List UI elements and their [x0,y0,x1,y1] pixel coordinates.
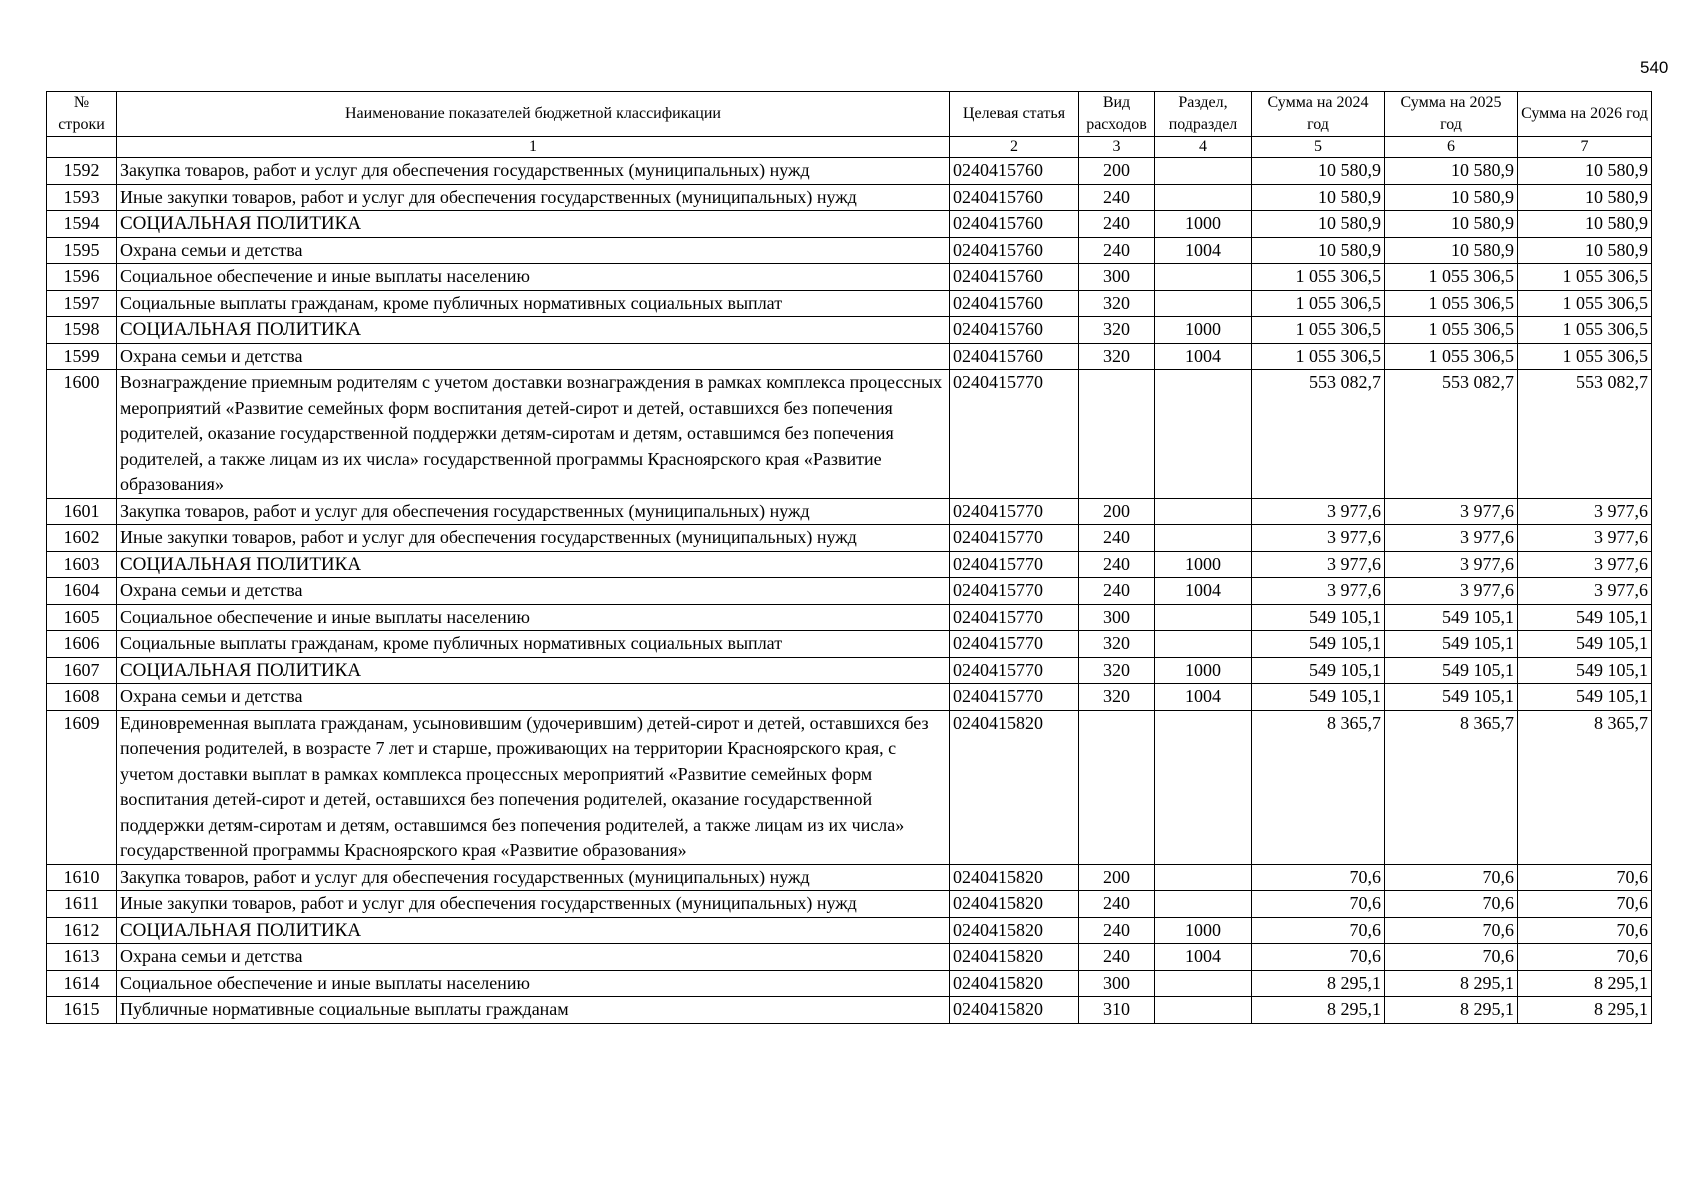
row-sum-2025: 553 082,7 [1385,370,1518,499]
row-number: 1613 [47,944,117,971]
row-expense-type: 300 [1079,604,1155,631]
table-row [47,370,1652,499]
row-section [1155,370,1252,499]
row-sum-2024: 70,6 [1252,864,1385,891]
row-sum-2025: 70,6 [1385,891,1518,918]
row-sum-2024: 3 977,6 [1252,551,1385,578]
row-number: 1593 [47,184,117,211]
row-expense-type [1079,710,1155,864]
row-section: 1000 [1155,317,1252,344]
row-sum-2025: 1 055 306,5 [1385,264,1518,291]
row-section [1155,864,1252,891]
row-sum-2024: 549 105,1 [1252,657,1385,684]
row-section [1155,891,1252,918]
header-row-no: № строки [47,92,117,137]
row-name: Социальное обеспечение и иные выплаты населению [117,264,950,291]
row-number: 1598 [47,317,117,344]
table-row [47,970,1652,997]
table-row [47,264,1652,291]
row-sum-2024: 70,6 [1252,891,1385,918]
row-section [1155,290,1252,317]
row-sum-2026: 70,6 [1518,891,1652,918]
row-number: 1610 [47,864,117,891]
row-target-article: 0240415770 [950,551,1079,578]
row-expense-type: 200 [1079,498,1155,525]
header-sum-2025: Сумма на 2025 год [1385,92,1518,137]
row-number: 1614 [47,970,117,997]
row-number: 1594 [47,211,117,238]
row-target-article: 0240415820 [950,891,1079,918]
row-sum-2024: 8 295,1 [1252,970,1385,997]
row-sum-2025: 549 105,1 [1385,631,1518,658]
table-row [47,211,1652,238]
row-sum-2024: 10 580,9 [1252,158,1385,185]
row-sum-2025: 8 295,1 [1385,997,1518,1024]
row-target-article: 0240415820 [950,710,1079,864]
column-number: 3 [1079,137,1155,158]
header-sum-2026: Сумма на 2026 год [1518,92,1652,137]
row-expense-type: 310 [1079,997,1155,1024]
row-sum-2026: 3 977,6 [1518,551,1652,578]
row-number: 1599 [47,343,117,370]
row-expense-type: 240 [1079,551,1155,578]
row-sum-2026: 1 055 306,5 [1518,264,1652,291]
row-expense-type: 240 [1079,184,1155,211]
row-number: 1600 [47,370,117,499]
row-sum-2026: 549 105,1 [1518,631,1652,658]
row-expense-type: 320 [1079,684,1155,711]
row-section: 1000 [1155,551,1252,578]
table-header [47,92,1652,158]
row-sum-2024: 1 055 306,5 [1252,317,1385,344]
row-sum-2024: 1 055 306,5 [1252,290,1385,317]
row-number: 1612 [47,917,117,944]
table-row [47,864,1652,891]
row-section: 1004 [1155,684,1252,711]
row-target-article: 0240415760 [950,237,1079,264]
row-number: 1615 [47,997,117,1024]
row-target-article: 0240415770 [950,498,1079,525]
row-expense-type [1079,370,1155,499]
row-sum-2025: 1 055 306,5 [1385,290,1518,317]
row-expense-type: 300 [1079,970,1155,997]
row-sum-2025: 3 977,6 [1385,498,1518,525]
row-target-article: 0240415820 [950,917,1079,944]
row-section [1155,498,1252,525]
row-number: 1597 [47,290,117,317]
row-section: 1000 [1155,917,1252,944]
column-number: 6 [1385,137,1518,158]
row-sum-2026: 8 295,1 [1518,997,1652,1024]
row-section [1155,525,1252,552]
row-sum-2025: 549 105,1 [1385,604,1518,631]
row-sum-2026: 8 365,7 [1518,710,1652,864]
header-target-article: Целевая статья [950,92,1079,137]
row-sum-2026: 549 105,1 [1518,657,1652,684]
row-target-article: 0240415820 [950,970,1079,997]
row-number: 1602 [47,525,117,552]
column-number: 5 [1252,137,1385,158]
row-expense-type: 240 [1079,944,1155,971]
row-name: Социальные выплаты гражданам, кроме публичных нормативных социальных выплат [117,631,950,658]
row-sum-2025: 549 105,1 [1385,657,1518,684]
row-name: Охрана семьи и детства [117,578,950,605]
table-row [47,891,1652,918]
row-name: Охрана семьи и детства [117,343,950,370]
row-sum-2026: 70,6 [1518,944,1652,971]
row-target-article: 0240415760 [950,290,1079,317]
row-name: Иные закупки товаров, работ и услуг для обеспечения государственных (муниципальных) нужд [117,891,950,918]
column-number: 2 [950,137,1079,158]
row-section [1155,970,1252,997]
row-name: Охрана семьи и детства [117,684,950,711]
row-sum-2024: 549 105,1 [1252,631,1385,658]
row-expense-type: 240 [1079,578,1155,605]
row-number: 1611 [47,891,117,918]
row-sum-2025: 10 580,9 [1385,237,1518,264]
row-name: Вознаграждение приемным родителям с учетом доставки вознаграждения в рамках комплекса процессных мероприятий «Развитие семейных форм воспитания детей-сирот и детей, оставшихся без попечения родителей, оказание государственной поддержки детям-сиротам и детям, оставшимся без попечения родителей, а также лицам из их числа» государственной программы Красноярского края «Развитие образования» [117,370,950,499]
row-name: СОЦИАЛЬНАЯ ПОЛИТИКА [117,211,950,238]
row-sum-2026: 10 580,9 [1518,184,1652,211]
table-row [47,551,1652,578]
row-name: Закупка товаров, работ и услуг для обеспечения государственных (муниципальных) нужд [117,158,950,185]
row-sum-2025: 10 580,9 [1385,211,1518,238]
row-sum-2026: 70,6 [1518,917,1652,944]
row-sum-2024: 1 055 306,5 [1252,343,1385,370]
row-target-article: 0240415760 [950,211,1079,238]
row-expense-type: 320 [1079,631,1155,658]
row-expense-type: 240 [1079,211,1155,238]
budget-table [46,91,1652,1024]
row-name: Охрана семьи и детства [117,237,950,264]
row-target-article: 0240415820 [950,997,1079,1024]
row-section [1155,997,1252,1024]
row-sum-2025: 3 977,6 [1385,578,1518,605]
table-row [47,317,1652,344]
row-target-article: 0240415760 [950,264,1079,291]
row-section [1155,710,1252,864]
table-row [47,498,1652,525]
row-target-article: 0240415770 [950,684,1079,711]
row-sum-2026: 10 580,9 [1518,237,1652,264]
row-sum-2024: 3 977,6 [1252,498,1385,525]
row-section [1155,158,1252,185]
row-section [1155,184,1252,211]
row-name: СОЦИАЛЬНАЯ ПОЛИТИКА [117,917,950,944]
table-row [47,917,1652,944]
row-expense-type: 240 [1079,525,1155,552]
column-number: 4 [1155,137,1252,158]
row-number: 1604 [47,578,117,605]
row-expense-type: 240 [1079,891,1155,918]
table-row [47,158,1652,185]
row-number: 1595 [47,237,117,264]
row-sum-2026: 10 580,9 [1518,158,1652,185]
row-name: Иные закупки товаров, работ и услуг для обеспечения государственных (муниципальных) нужд [117,184,950,211]
row-section: 1004 [1155,237,1252,264]
row-expense-type: 240 [1079,917,1155,944]
row-section: 1000 [1155,211,1252,238]
row-name: Социальные выплаты гражданам, кроме публичных нормативных социальных выплат [117,290,950,317]
row-sum-2025: 70,6 [1385,944,1518,971]
table-row [47,525,1652,552]
column-number [47,137,117,158]
table-row [47,290,1652,317]
row-sum-2025: 3 977,6 [1385,525,1518,552]
row-name: Социальное обеспечение и иные выплаты населению [117,970,950,997]
row-expense-type: 320 [1079,343,1155,370]
table-row [47,237,1652,264]
row-target-article: 0240415760 [950,158,1079,185]
row-sum-2025: 3 977,6 [1385,551,1518,578]
row-target-article: 0240415770 [950,578,1079,605]
row-number: 1592 [47,158,117,185]
row-sum-2026: 1 055 306,5 [1518,290,1652,317]
row-number: 1607 [47,657,117,684]
row-sum-2026: 3 977,6 [1518,498,1652,525]
row-name: СОЦИАЛЬНАЯ ПОЛИТИКА [117,317,950,344]
row-name: Единовременная выплата гражданам, усыновившим (удочерившим) детей-сирот и детей, оставшихся без попечения родителей, в возрасте 7 лет и старше, проживающих на территории Красноярского края, с учетом доставки выплат в рамках комплекса процессных мероприятий «Развитие семейных форм воспитания детей-сирот и детей, оставшихся без попечения родителей, оказание государственной поддержки детям-сиротам и детям, оставшимся без попечения родителей, а также лицам из их числа» государственной программы Красноярского края «Развитие образования» [117,710,950,864]
row-sum-2025: 10 580,9 [1385,184,1518,211]
row-target-article: 0240415770 [950,525,1079,552]
table-row [47,184,1652,211]
row-sum-2025: 1 055 306,5 [1385,343,1518,370]
table-row [47,944,1652,971]
row-name: Публичные нормативные социальные выплаты гражданам [117,997,950,1024]
row-sum-2025: 8 365,7 [1385,710,1518,864]
row-number: 1603 [47,551,117,578]
row-sum-2024: 10 580,9 [1252,184,1385,211]
row-expense-type: 240 [1079,237,1155,264]
row-sum-2026: 1 055 306,5 [1518,343,1652,370]
column-number: 7 [1518,137,1652,158]
row-number: 1609 [47,710,117,864]
row-sum-2024: 70,6 [1252,917,1385,944]
row-sum-2024: 10 580,9 [1252,211,1385,238]
row-sum-2024: 549 105,1 [1252,604,1385,631]
table-row [47,604,1652,631]
row-sum-2025: 10 580,9 [1385,158,1518,185]
row-sum-2026: 549 105,1 [1518,604,1652,631]
row-sum-2025: 1 055 306,5 [1385,317,1518,344]
row-sum-2024: 8 295,1 [1252,997,1385,1024]
table-row [47,631,1652,658]
row-sum-2024: 1 055 306,5 [1252,264,1385,291]
table-row [47,997,1652,1024]
row-target-article: 0240415820 [950,944,1079,971]
header-expense-type: Вид расходов [1079,92,1155,137]
row-sum-2025: 8 295,1 [1385,970,1518,997]
row-target-article: 0240415770 [950,657,1079,684]
row-section: 1004 [1155,944,1252,971]
row-section [1155,604,1252,631]
row-name: Закупка товаров, работ и услуг для обеспечения государственных (муниципальных) нужд [117,864,950,891]
row-section: 1004 [1155,343,1252,370]
row-sum-2024: 549 105,1 [1252,684,1385,711]
row-expense-type: 320 [1079,317,1155,344]
header-name: Наименование показателей бюджетной классификации [117,92,950,137]
row-sum-2024: 8 365,7 [1252,710,1385,864]
row-sum-2026: 1 055 306,5 [1518,317,1652,344]
row-expense-type: 320 [1079,657,1155,684]
table-row [47,684,1652,711]
page-number: 540 [1640,58,1669,77]
row-sum-2024: 3 977,6 [1252,525,1385,552]
row-sum-2024: 553 082,7 [1252,370,1385,499]
header-sum-2024: Сумма на 2024 год [1252,92,1385,137]
row-number: 1608 [47,684,117,711]
row-sum-2026: 8 295,1 [1518,970,1652,997]
row-number: 1596 [47,264,117,291]
row-sum-2024: 70,6 [1252,944,1385,971]
table-row [47,343,1652,370]
row-name: Закупка товаров, работ и услуг для обеспечения государственных (муниципальных) нужд [117,498,950,525]
row-sum-2026: 10 580,9 [1518,211,1652,238]
row-expense-type: 320 [1079,290,1155,317]
row-target-article: 0240415760 [950,343,1079,370]
table-body [47,158,1652,1024]
row-target-article: 0240415820 [950,864,1079,891]
table-row [47,657,1652,684]
row-number: 1605 [47,604,117,631]
row-sum-2025: 70,6 [1385,917,1518,944]
row-name: Социальное обеспечение и иные выплаты населению [117,604,950,631]
row-number: 1606 [47,631,117,658]
header-section: Раздел, подраздел [1155,92,1252,137]
row-expense-type: 200 [1079,158,1155,185]
row-sum-2025: 549 105,1 [1385,684,1518,711]
row-target-article: 0240415770 [950,604,1079,631]
row-sum-2026: 70,6 [1518,864,1652,891]
row-sum-2026: 3 977,6 [1518,525,1652,552]
row-sum-2024: 3 977,6 [1252,578,1385,605]
row-target-article: 0240415770 [950,631,1079,658]
row-name: Иные закупки товаров, работ и услуг для обеспечения государственных (муниципальных) нужд [117,525,950,552]
table-row [47,578,1652,605]
row-expense-type: 300 [1079,264,1155,291]
row-section [1155,631,1252,658]
table-row [47,710,1652,864]
row-section: 1004 [1155,578,1252,605]
column-number: 1 [117,137,950,158]
row-name: СОЦИАЛЬНАЯ ПОЛИТИКА [117,551,950,578]
row-sum-2024: 10 580,9 [1252,237,1385,264]
row-target-article: 0240415760 [950,184,1079,211]
row-sum-2026: 553 082,7 [1518,370,1652,499]
row-expense-type: 200 [1079,864,1155,891]
row-sum-2025: 70,6 [1385,864,1518,891]
row-section: 1000 [1155,657,1252,684]
row-name: Охрана семьи и детства [117,944,950,971]
row-target-article: 0240415770 [950,370,1079,499]
row-sum-2026: 3 977,6 [1518,578,1652,605]
row-target-article: 0240415760 [950,317,1079,344]
row-section [1155,264,1252,291]
row-number: 1601 [47,498,117,525]
row-sum-2026: 549 105,1 [1518,684,1652,711]
row-name: СОЦИАЛЬНАЯ ПОЛИТИКА [117,657,950,684]
